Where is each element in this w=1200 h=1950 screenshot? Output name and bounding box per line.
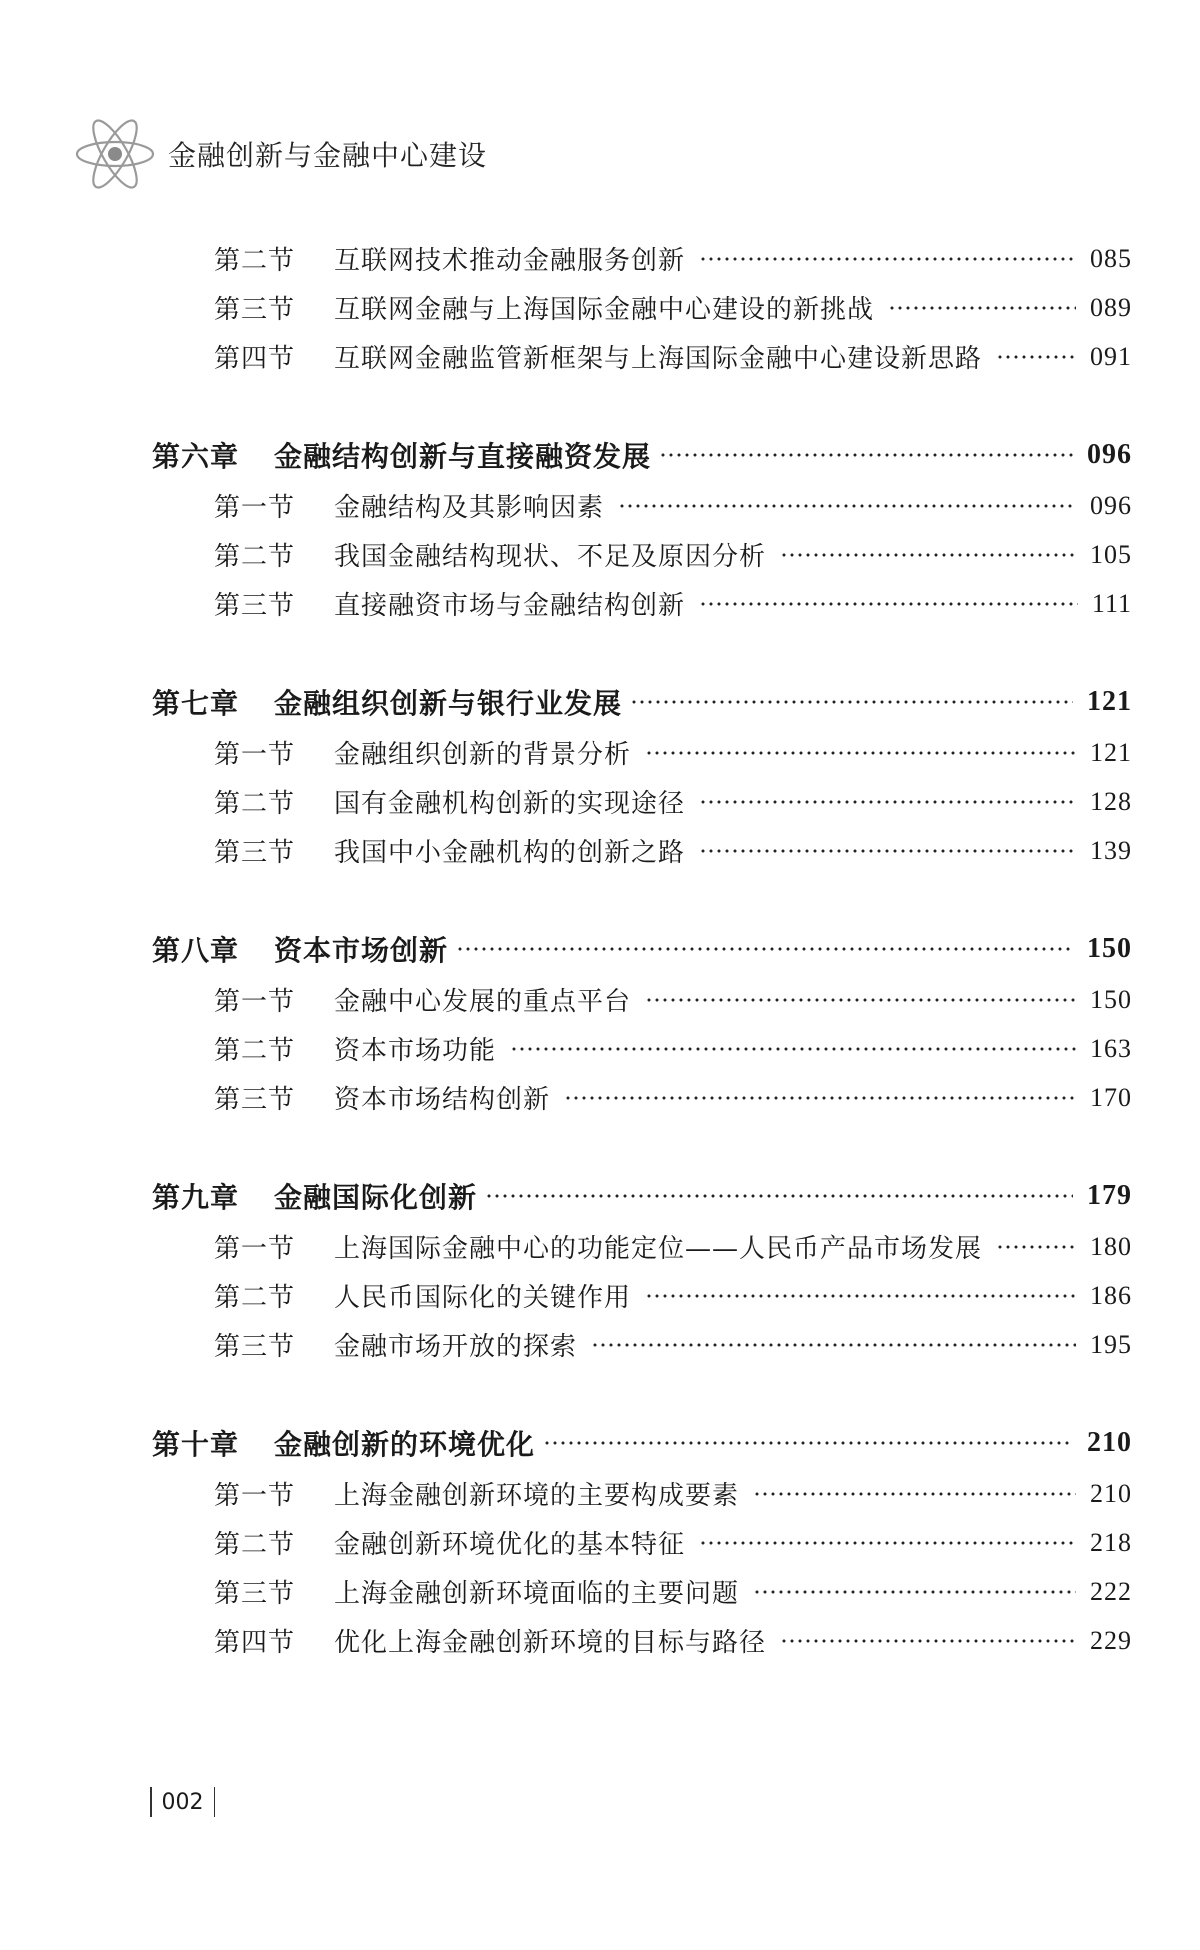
toc-section-row [0,1073,1200,1122]
section-title: 金融市场开放的探索 [334,1332,578,1362]
section-page-number: 170 [1090,1082,1132,1112]
table-of-contents [0,234,1200,1713]
section-label: 第二节 [214,1036,296,1066]
section-page-number: 105 [1090,539,1132,569]
section-label: 第一节 [214,1481,296,1511]
section-page-number: 186 [1090,1280,1132,1310]
dot-leader [699,1541,1076,1545]
chapter-page-number: 150 [1087,933,1132,964]
toc-section-row [0,332,1200,381]
section-title: 金融中心发展的重点平台 [334,987,632,1017]
chapter-label: 第九章 [152,1181,240,1214]
chapter-title: 金融组织创新与银行业发展 [274,687,623,720]
chapter-page-number: 210 [1087,1427,1132,1458]
section-page-number: 096 [1090,490,1132,520]
section-label: 第二节 [214,1530,296,1560]
toc-section-row [0,234,1200,283]
section-title: 上海金融创新环境的主要构成要素 [334,1481,740,1511]
section-title: 金融创新环境优化的基本特征 [334,1530,686,1560]
toc-group [0,923,1200,1122]
dot-leader [753,1590,1076,1594]
section-page-number: 150 [1090,984,1132,1014]
toc-group [0,429,1200,628]
chapter-page-number: 179 [1087,1180,1132,1211]
section-title: 上海金融创新环境面临的主要问题 [334,1579,740,1609]
section-label: 第二节 [214,789,296,819]
section-label: 第二节 [214,246,296,276]
section-page-number: 210 [1090,1478,1132,1508]
section-label: 第三节 [214,295,296,325]
atom-logo-icon [72,118,158,190]
dot-leader [780,553,1076,557]
section-title: 互联网技术推动金融服务创新 [334,246,686,276]
dot-leader [996,355,1076,359]
section-title: 金融组织创新的背景分析 [334,740,632,770]
dot-leader [510,1047,1076,1051]
section-label: 第三节 [214,1332,296,1362]
dot-leader [753,1492,1076,1496]
section-title: 互联网金融监管新框架与上海国际金融中心建设新思路 [334,344,983,374]
dot-leader [645,751,1076,755]
toc-section-row [0,283,1200,332]
toc-section-row [0,777,1200,826]
folio-right-rule [214,1787,216,1817]
section-title: 上海国际金融中心的功能定位——人民币产品市场发展 [334,1234,983,1264]
dot-leader [699,849,1076,853]
chapter-page-number: 096 [1087,439,1132,470]
section-title: 直接融资市场与金融结构创新 [334,591,686,621]
toc-section-row [0,481,1200,530]
section-title: 优化上海金融创新环境的目标与路径 [334,1628,767,1658]
dot-leader [630,700,1073,704]
toc-group [0,1417,1200,1665]
dot-leader [996,1245,1076,1249]
dot-leader [699,800,1076,804]
section-label: 第四节 [214,344,296,374]
toc-group [0,1170,1200,1369]
section-title: 我国金融结构现状、不足及原因分析 [334,542,767,572]
toc-section-row [0,1024,1200,1073]
dot-leader [699,257,1076,261]
section-title: 我国中小金融机构的创新之路 [334,838,686,868]
dot-leader [543,1441,1073,1445]
toc-group [0,234,1200,381]
section-title: 互联网金融与上海国际金融中心建设的新挑战 [334,295,875,325]
chapter-label: 第十章 [152,1428,240,1461]
section-page-number: 229 [1090,1625,1132,1655]
section-page-number: 222 [1090,1576,1132,1606]
dot-leader [780,1639,1076,1643]
section-title: 资本市场功能 [334,1036,497,1066]
section-page-number: 091 [1090,341,1132,371]
section-label: 第一节 [214,1234,296,1264]
section-page-number: 128 [1090,786,1132,816]
dot-leader [564,1096,1076,1100]
section-title: 国有金融机构创新的实现途径 [334,789,686,819]
toc-section-row [0,826,1200,875]
toc-section-row [0,1567,1200,1616]
dot-leader [659,453,1073,457]
chapter-title: 金融创新的环境优化 [274,1428,536,1461]
page-folio [150,1782,215,1822]
chapter-label: 第八章 [152,934,240,967]
dot-leader [645,998,1076,1002]
toc-section-row [0,1271,1200,1320]
toc-chapter-row [0,1170,1200,1222]
dot-leader [591,1343,1076,1347]
chapter-label: 第六章 [152,440,240,473]
dot-leader [699,602,1078,606]
toc-section-row [0,1518,1200,1567]
section-page-number: 111 [1091,588,1132,618]
toc-section-row [0,728,1200,777]
toc-section-row [0,1320,1200,1369]
toc-section-row [0,530,1200,579]
chapter-page-number: 121 [1087,686,1132,717]
running-head-title: 金融创新与金融中心建设 [168,139,488,172]
section-label: 第一节 [214,740,296,770]
section-page-number: 195 [1090,1329,1132,1359]
section-label: 第三节 [214,838,296,868]
toc-chapter-row [0,676,1200,728]
section-label: 第一节 [214,987,296,1017]
chapter-title: 金融国际化创新 [274,1181,478,1214]
section-label: 第三节 [214,1085,296,1115]
section-page-number: 218 [1090,1527,1132,1557]
section-page-number: 121 [1090,737,1132,767]
section-label: 第三节 [214,591,296,621]
dot-leader [618,504,1076,508]
dot-leader [888,306,1076,310]
section-page-number: 163 [1090,1033,1132,1063]
chapter-label: 第七章 [152,687,240,720]
section-page-number: 085 [1090,243,1132,273]
toc-section-row [0,1222,1200,1271]
page-number: 002 [161,1789,204,1815]
section-title: 金融结构及其影响因素 [334,493,605,523]
running-head [72,118,487,190]
dot-leader [456,947,1073,951]
section-label: 第四节 [214,1628,296,1658]
dot-leader [485,1194,1073,1198]
toc-chapter-row [0,429,1200,481]
toc-chapter-row [0,923,1200,975]
section-page-number: 139 [1090,835,1132,865]
toc-section-row [0,1469,1200,1518]
dot-leader [645,1294,1076,1298]
section-label: 第二节 [214,1283,296,1313]
toc-section-row [0,579,1200,628]
toc-group [0,676,1200,875]
toc-section-row [0,1616,1200,1665]
section-label: 第二节 [214,542,296,572]
toc-chapter-row [0,1417,1200,1469]
toc-section-row [0,975,1200,1024]
section-title: 资本市场结构创新 [334,1085,551,1115]
section-label: 第一节 [214,493,296,523]
section-label: 第三节 [214,1579,296,1609]
section-title: 人民币国际化的关键作用 [334,1283,632,1313]
section-page-number: 180 [1090,1231,1132,1261]
chapter-title: 金融结构创新与直接融资发展 [274,440,652,473]
chapter-title: 资本市场创新 [274,934,449,967]
section-page-number: 089 [1090,292,1132,322]
